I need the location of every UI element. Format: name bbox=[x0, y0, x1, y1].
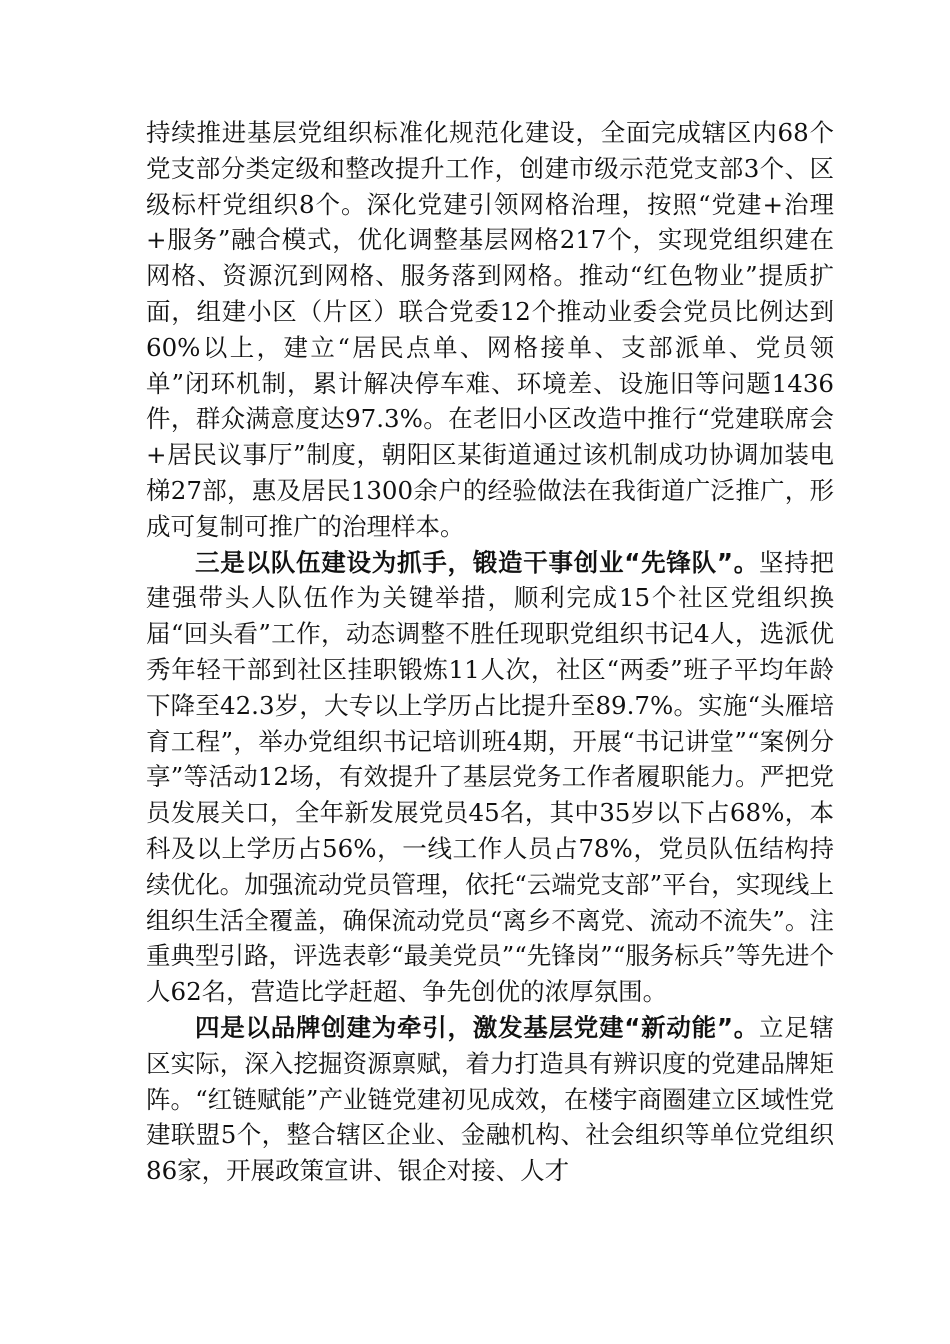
document-page bbox=[146, 115, 834, 1189]
paragraph-2 bbox=[146, 545, 834, 1010]
paragraph-2-text: 坚持把建强带头人队伍作为关键举措，顺利完成15个社区党组织换届“回头看”工作，动态调整不胜任现职党组织书记4人，选派优秀年轻干部到社区挂职锻炼11人次，社区“两委”班子平均年龄下降至42.3岁，大专以上学历占比提升至89.7%。实施“头雁培育工程”，举办党组织书记培训班4期，开展“书记讲堂”“案例分享”等活动12场，有效提升了基层党务工作者履职能力。严把党员发展关口，全年新发展党员45名，其中35岁以下占68%，本科及以上学历占56%，一线工作人员占78%，党员队伍结构持续优化。加强流动党员管理，依托“云端党支部”平台，实现线上组织生活全覆盖，确保流动党员“离乡不离党、流动不流失”。注重典型引路，评选表彰“最美党员”“先锋岗”“服务标兵”等先进个人62名，营造比学赶超、争先创优的浓厚氛围。 bbox=[146, 547, 835, 1007]
paragraph-3-text: 立足辖区实际，深入挖掘资源禀赋，着力打造具有辨识度的党建品牌矩阵。“红链赋能”产业链党建初见成效，在楼宇商圈建立区域性党建联盟5个，整合辖区企业、金融机构、社会组织等单位党组织86家，开展政策宣讲、银企对接、人才 bbox=[146, 1012, 835, 1186]
paragraph-3-heading: 四是以品牌创建为牵引，激发基层党建“新动能”。 bbox=[195, 1012, 759, 1042]
paragraph-2-heading: 三是以队伍建设为抓手，锻造干事创业“先锋队”。 bbox=[195, 547, 759, 577]
paragraph-1 bbox=[146, 115, 834, 545]
paragraph-1-text: 持续推进基层党组织标准化规范化建设，全面完成辖区内68个党支部分类定级和整改提升工作，创建市级示范党支部3个、区级标杆党组织8个。深化党建引领网格治理，按照“党建+治理+服务”融合模式，优化调整基层网格217个，实现党组织建在网格、资源沉到网格、服务落到网格。推动“红色物业”提质扩面，组建小区（片区）联合党委12个推动业委会党员比例达到60%以上，建立“居民点单、网格接单、支部派单、党员领单”闭环机制，累计解决停车难、环境差、设施旧等问题1436件，群众满意度达97.3%。在老旧小区改造中推行“党建联席会+居民议事厅”制度，朝阳区某街道通过该机制成功协调加装电梯27部，惠及居民1300余户的经验做法在我街道广泛推广，形成可复制可推广的治理样本。 bbox=[146, 118, 834, 541]
paragraph-3 bbox=[146, 1010, 834, 1189]
